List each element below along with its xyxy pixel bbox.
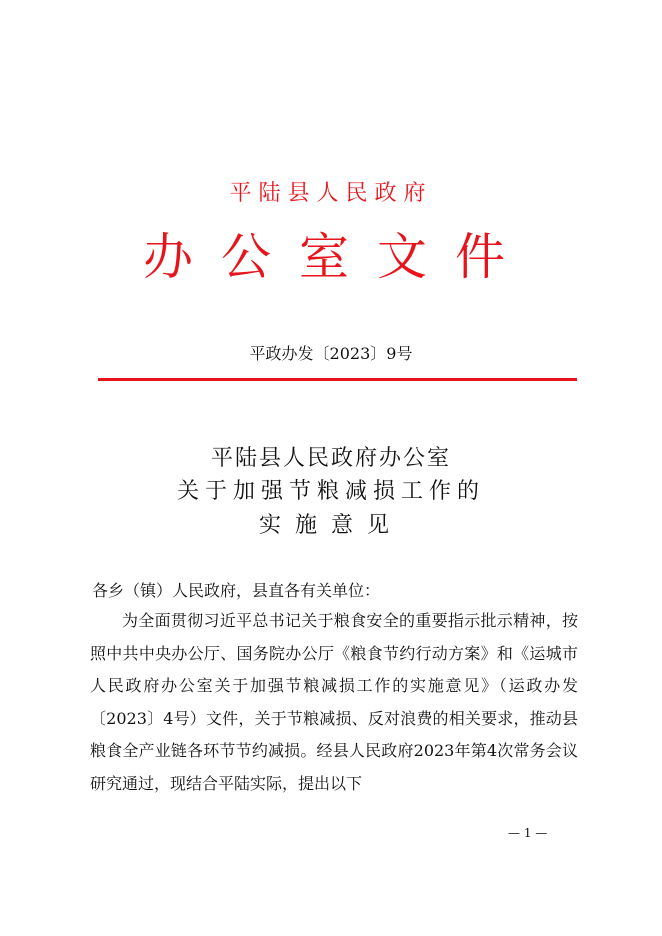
title-line-2: 关于加强节粮减损工作的	[176, 479, 485, 504]
body-paragraph: 为全面贯彻习近平总书记关于粮食安全的重要指示批示精神，按照中共中央办公厅、国务院办公厅《粮食节约行动方案》和《运城市人民政府办公室关于加强节粮减损工作的实施意见》（运政办发〔2023〕4号）文件，关于节粮减损、反对浪费的相关要求，推动县粮食全产业链各环节节约减损。经县人民政府2023年第4次常务会议研究通过，现结合平陆实际，提出以下	[90, 611, 578, 793]
title-line-3: 实施意见	[258, 513, 403, 538]
document-number: 平政办发〔2023〕9号	[249, 344, 413, 363]
salutation: 各乡（镇）人民政府，县直各有关单位：	[92, 581, 381, 600]
document-type-heading: 办公室文件	[143, 228, 533, 286]
page-number: — 1 —	[508, 826, 548, 840]
issuing-org: 平陆县人民政府	[229, 181, 433, 206]
title-line-1: 平陆县人民政府办公室	[210, 446, 451, 471]
red-divider-line	[98, 378, 577, 381]
